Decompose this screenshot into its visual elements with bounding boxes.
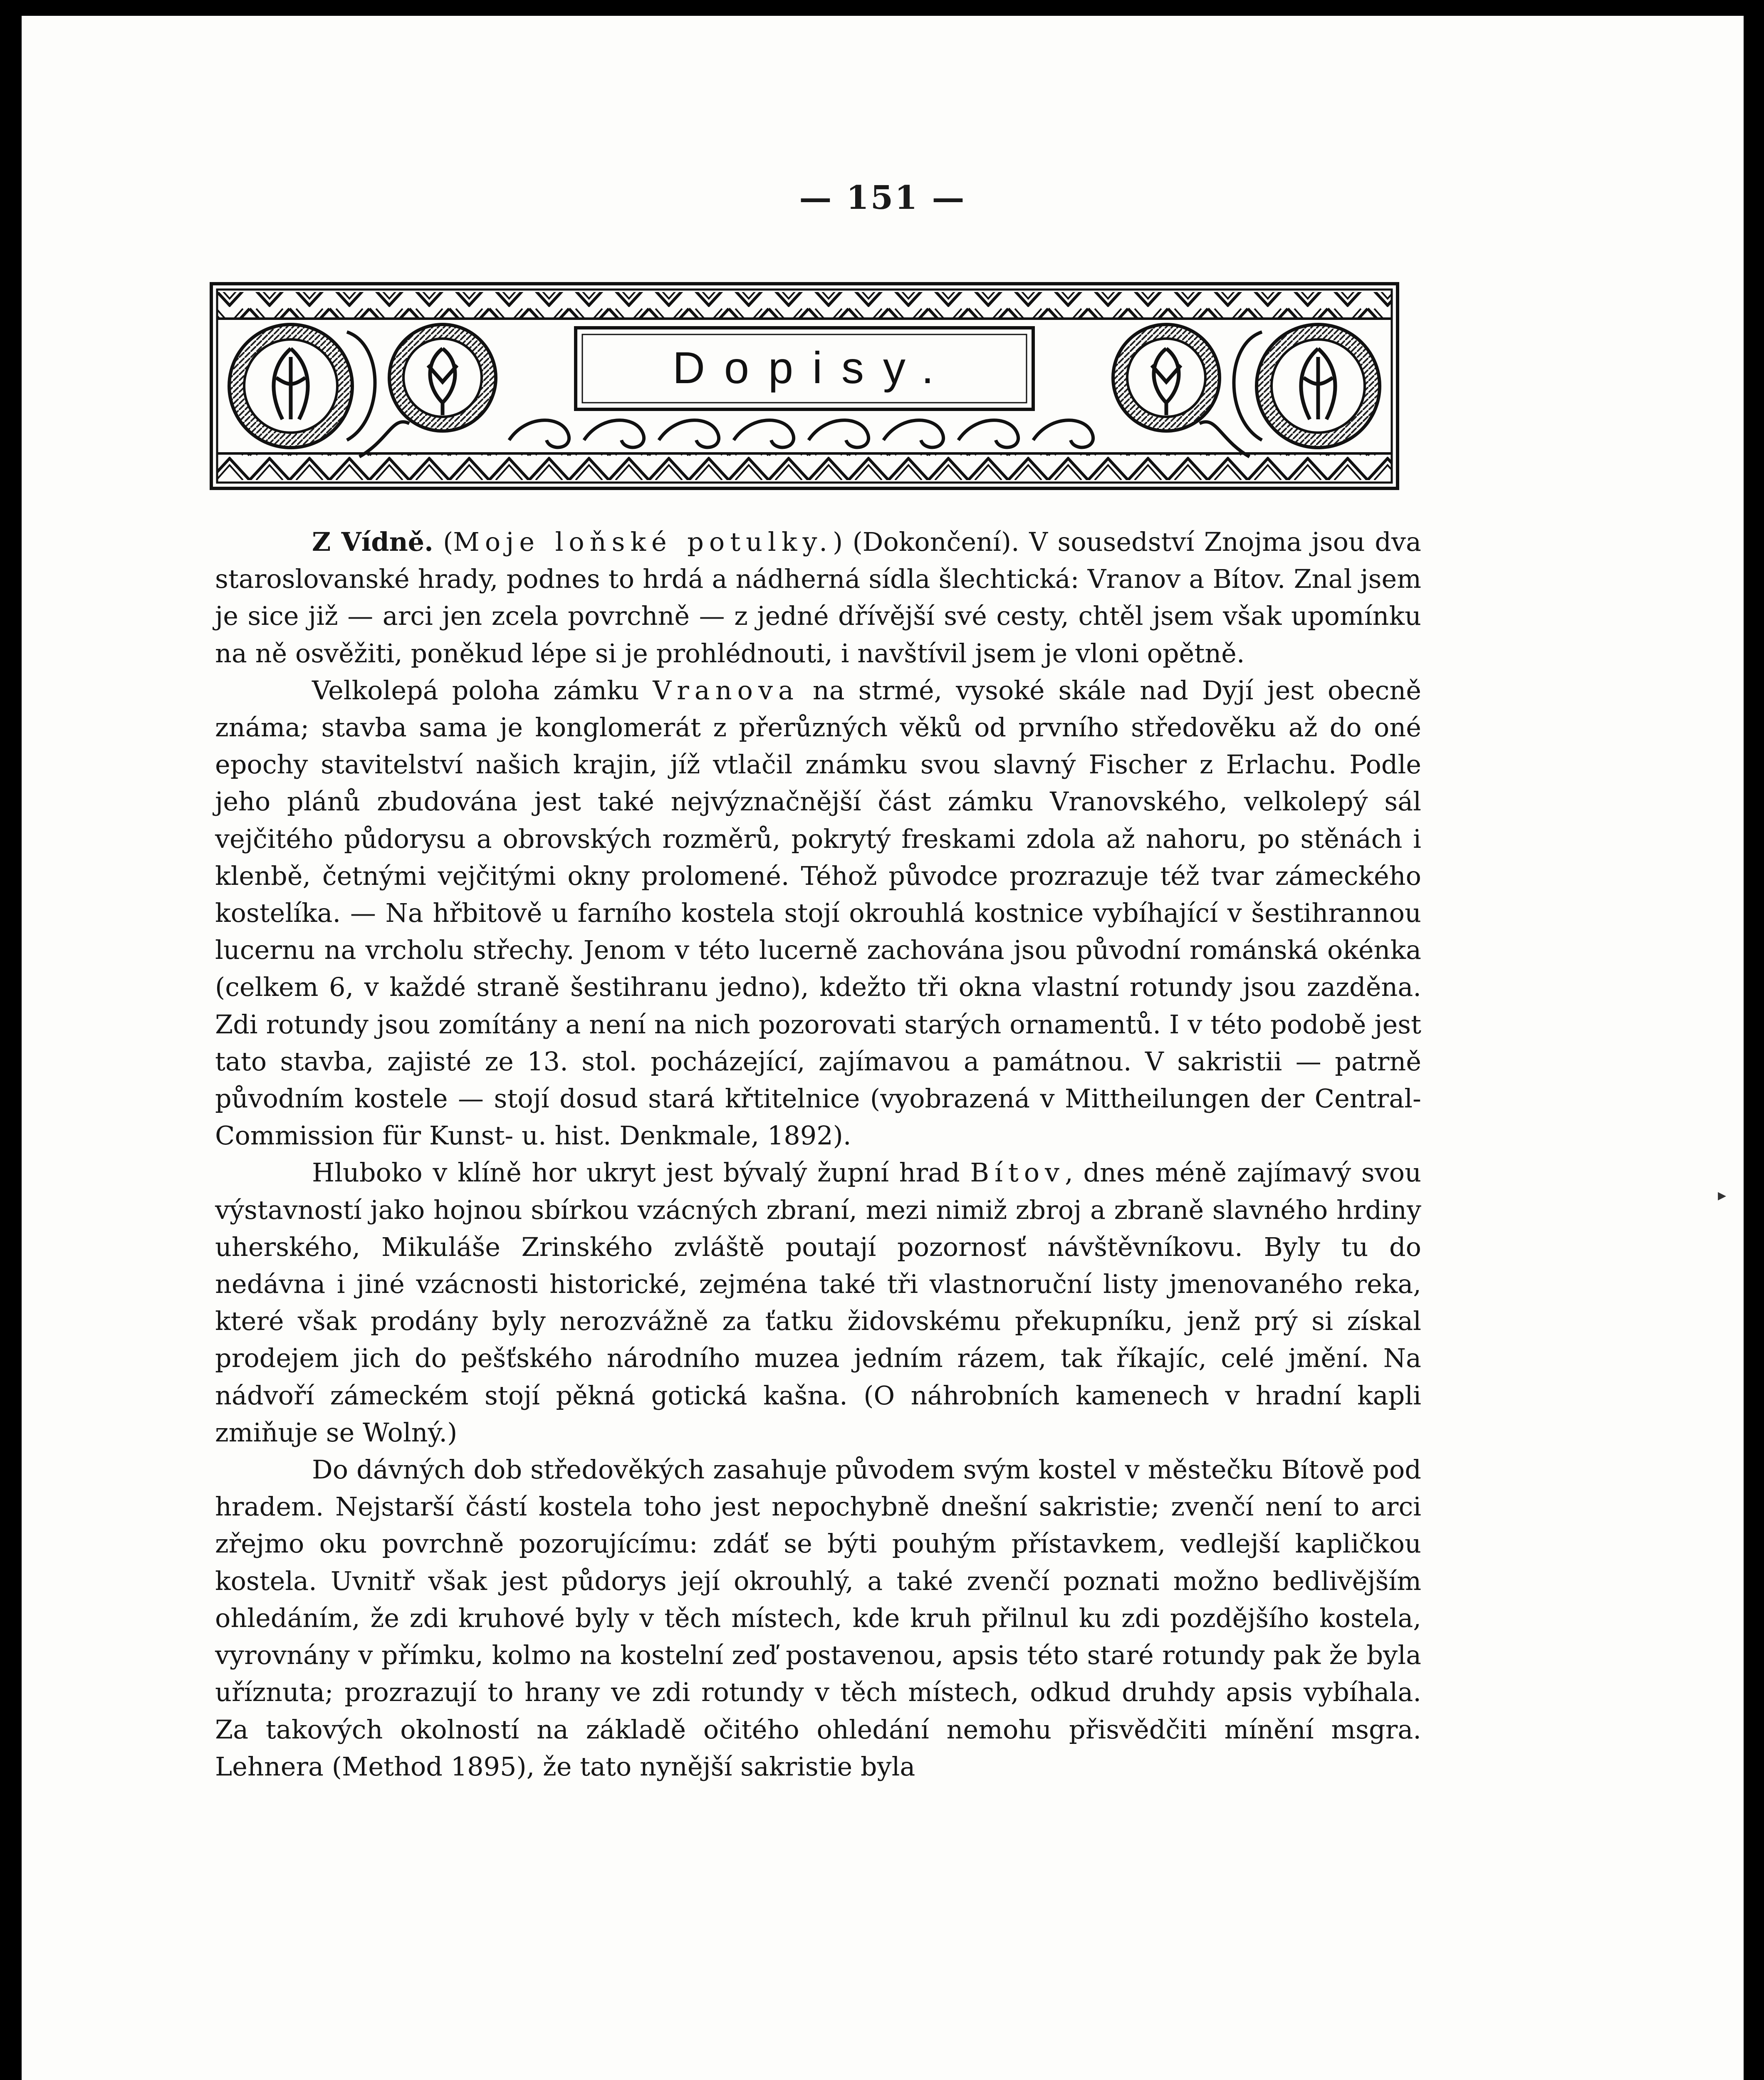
paragraph-2-text-a: Velkolepá poloha zámku: [312, 675, 653, 706]
paragraph-2-text-b: na strmé, vysoké skále nad Dyjí jest obecně známa; stavba sama je konglomerát z přerůzných věků od prvního středověku až do oné epochy stavitelství našich krajin, jíž vtlačil známku svou slavný Fischer z Erlachu. Podle jeho plánů zbudována jest také nejvýznačnější část zámku Vranovského, velkolepý sál vejčitého půdorysu a obrovských rozměrů, pokrytý freskami zdola až nahoru, po stěnách i klenbě, četnými vejčitými okny prolomené. Téhož původce prozrazuje též tvar zámeckého kostelíka. — Na hřbitově u farního kostela stojí okrouhlá kostnice vybíhající v šestihrannou lucernu na vrcholu střechy. Jenom v této lucerně zachována jsou původní románská okénka (celkem 6, v každé straně šestihranu jedno), kdežto tři okna vlastní rotundy jsou zazděna. Zdi rotundy jsou zomítány a není na nich pozorovati starých ornamentů. I v této podobě jest tato stavba, zajisté ze 13. stol. pocházející, zajímavou a památnou. V sakristii — patrně původním kostele — stojí dosud stará křtitelnice (vyobrazená v Mittheilungen der Central-Commission für Kunst- u. hist. Denkmale, 1892).: [215, 675, 1421, 1151]
margin-mark: ▸: [1718, 1186, 1727, 1205]
subtitle-open: (: [433, 527, 453, 557]
section-title: Dopisy.: [672, 342, 953, 393]
article-paragraph-3: [215, 1154, 1421, 1451]
article-subtitle: Moje loňské potulky.: [453, 527, 833, 557]
article-paragraph-1: [215, 523, 1421, 672]
place-name-vranov: Vranova: [653, 675, 799, 706]
article-body: [215, 523, 1421, 1785]
dateline-place: Z Vídně.: [312, 527, 433, 557]
paragraph-3-text-b: , dnes méně zajímavý svou výstavností jako hojnou sbírkou vzácných zbraní, mezi nimiž zbroj a zbraně slavného hrdiny uherského, Mikuláše Zrinského zvláště poutají pozornosť návštěvníkovu. Byly tu do nedávna i jiné vzácnosti historické, zejména také tři vlastnoruční listy jmenovaného reka, které však prodány byly nerozvážně za ťatku židovskému překupníku, jenž prý si získal prodejem jich do pešťského národního muzea jedním rázem, tak říkajíc, celé jmění. Na nádvoří zámeckém stojí pěkná gotická kašna. (O náhrobních kamenech v hradní kapli zmiňuje se Wolný.): [215, 1157, 1422, 1448]
paragraph-1-text: ) (Dokončení). V sousedství Znojma jsou dva staroslovanské hrady, podnes to hrdá a nádherná sídla šlechtická: Vranov a Bítov. Znal jsem je sice již — arci jen zcela povrchně — z jedné dřívější své cesty, chtěl jsem však upomínku na ně osvěžiti, poněkud lépe si je prohlédnouti, i navštívil jsem je vloni opětně.: [215, 527, 1421, 669]
section-banner: [210, 282, 1399, 490]
page-number: — 151 —: [799, 179, 966, 217]
article-paragraph-4: Do dávných dob středověkých zasahuje původem svým kostel v městečku Bítově pod hradem. Nejstarší částí kostela toho jest nepochybně dnešní sakristie; zvenčí není to arci zřejmo oku povrchně pozorujícímu: zdáť se býti pouhým přístavkem, vedlejší kapličkou kostela. Uvnitř však jest půdorys její okrouhlý, a také zvenčí poznati možno bedlivějším ohledáním, že zdi kruhové byly v těch místech, kde kruh přilnul ku zdi pozdějšího kostela, vyrovnány v přímku, kolmo na kostelní zeď postavenou, apsis této staré rotundy pak že byla uříznuta; prozrazují to hrany ve zdi rotundy v těch místech, odkud druhdy apsis vybíhala. Za takových okolností na základě očitého ohledání nemohu přisvědčiti mínění msgra. Lehnera (Method 1895), že tato nynější sakristie byla: [215, 1454, 1421, 1782]
place-name-bitov: Bítov: [970, 1157, 1065, 1188]
paragraph-3-text-a: Hluboko v klíně hor ukryt jest bývalý župní hrad: [312, 1157, 970, 1188]
page-sheet: [22, 16, 1744, 2080]
article-paragraph-2: [215, 672, 1421, 1154]
